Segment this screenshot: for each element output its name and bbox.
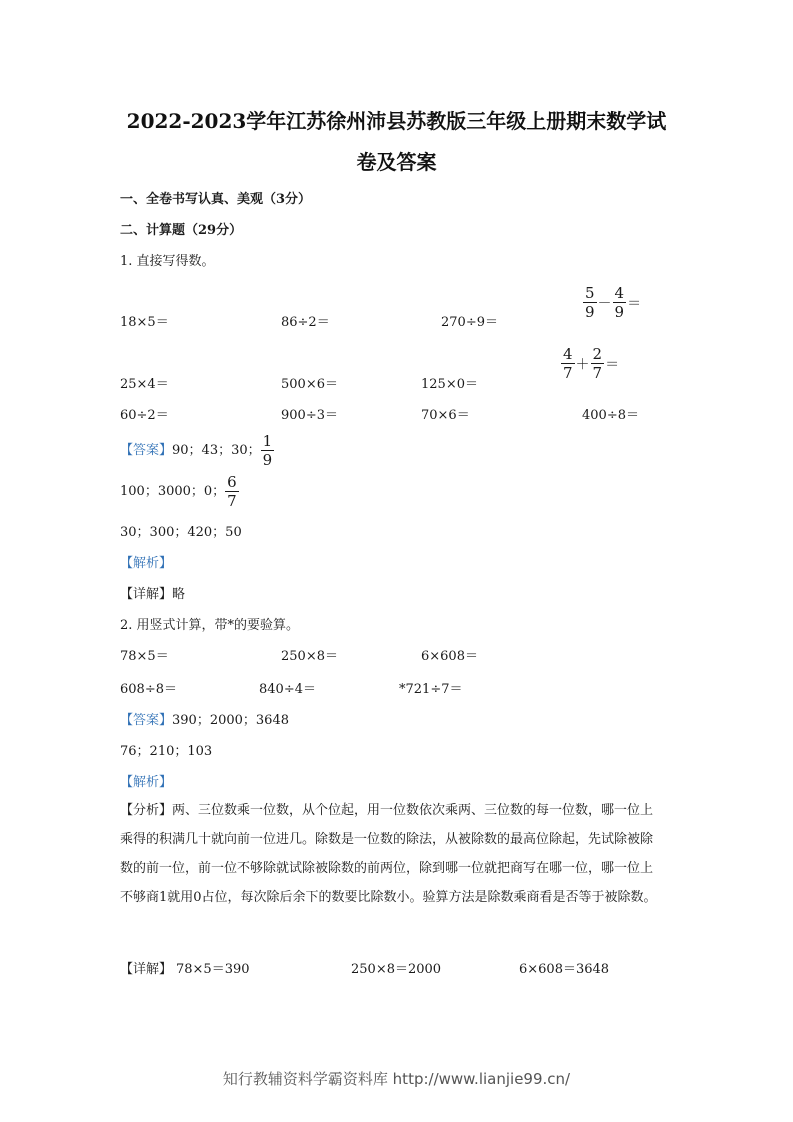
q2-prompt: 2. 用竖式计算，带*的要验算。 — [120, 618, 300, 633]
fraction: $\frac{4}{9}$ — [614, 284, 625, 321]
q1-expr: 900÷3＝ — [281, 408, 338, 423]
q1-fraction-expr-2: $\frac{4}{7}$ ＋ $\frac{2}{7}$ ＝ — [563, 345, 620, 382]
q2-analysis-text: 【分析】两、三位数乘一位数，从个位起，用一位数依次乘两、三位数的每一位数，哪一位上乘得的积满几十就向前一位进几。除数是一位数的除法，从被除数的最高位除起，先试除被除数的前一位，前一位不够除就试除被除数的前两位，除到哪一位就把商写在哪一位，哪一位上不够商1就用0占位，每次除后余下的数要比除数小。验算方法是除数乘商看是否等于被除数。 — [120, 803, 657, 905]
q1-answer-line3: 30；300；420；50 — [120, 525, 242, 540]
q1-detail: 【详解】略 — [120, 587, 186, 602]
q2-expr: *721÷7＝ — [399, 682, 463, 697]
q1-expr: 60÷2＝ — [120, 408, 169, 423]
q1-analysis-label: 【解析】 — [120, 556, 173, 571]
fraction: $\frac{5}{9}$ — [585, 284, 595, 321]
fraction: $\frac{4}{7}$ — [563, 345, 573, 382]
q1-prompt: 1. 直接写得数。 — [120, 254, 215, 269]
q2-answer-line1: 【答案】390；2000；3648 — [120, 713, 289, 728]
q1-expr: 500×6＝ — [281, 377, 338, 392]
q1-expr: 25×4＝ — [120, 377, 169, 392]
q2-answer-line2: 76；210；103 — [120, 744, 213, 759]
q2-detail-item: 250×8＝2000 — [351, 962, 442, 977]
page-footer-watermark: 知行教辅资料学霸资料库 http://www.lianjie99.cn/ — [222, 1070, 571, 1088]
q2-detail-item: 78×5＝390 — [176, 962, 250, 977]
q1-expr: 270÷9＝ — [441, 315, 498, 330]
q1-expr: 70×6＝ — [421, 408, 470, 423]
fraction: $\frac{2}{7}$ — [592, 345, 603, 382]
q2-expr: 78×5＝ — [120, 649, 169, 664]
q1-expr: 125×0＝ — [421, 377, 478, 392]
section-heading-1: 一、全卷书写认真、美观（3分） — [120, 192, 312, 207]
fraction: $\frac{1}{9}$ — [262, 432, 273, 469]
page-title-line2: 卷及答案 — [356, 150, 437, 174]
q2-expr: 250×8＝ — [281, 649, 338, 664]
q1-answer-line2: 100；3000；0； $\frac{6}{7}$ — [120, 473, 237, 510]
q1-fraction-expr-1: $\frac{5}{9}$ － $\frac{4}{9}$ ＝ — [585, 284, 642, 321]
answer-label: 【答案】 — [120, 443, 173, 458]
q1-expr: 400÷8＝ — [582, 408, 639, 423]
q1-expr: 18×5＝ — [120, 315, 169, 330]
q2-detail-item: 6×608＝3648 — [519, 962, 610, 977]
q1-answer-line1: 【答案】90；43；30； $\frac{1}{9}$ — [120, 432, 273, 469]
q2-analysis-label: 【解析】 — [120, 775, 173, 790]
q2-expr: 608÷8＝ — [120, 682, 177, 697]
q2-expr: 840÷4＝ — [259, 682, 316, 697]
answer-label: 【答案】 — [120, 713, 173, 728]
q2-detail-label: 【详解】 — [120, 962, 173, 977]
q2-expr: 6×608＝ — [421, 649, 478, 664]
fraction: $\frac{6}{7}$ — [227, 473, 237, 510]
section-heading-2: 二、计算题（29分） — [120, 223, 243, 238]
q1-expr: 86÷2＝ — [281, 315, 330, 330]
page-title-line1: 2022-2023学年江苏徐州沛县苏教版三年级上册期末数学试 — [126, 109, 667, 133]
